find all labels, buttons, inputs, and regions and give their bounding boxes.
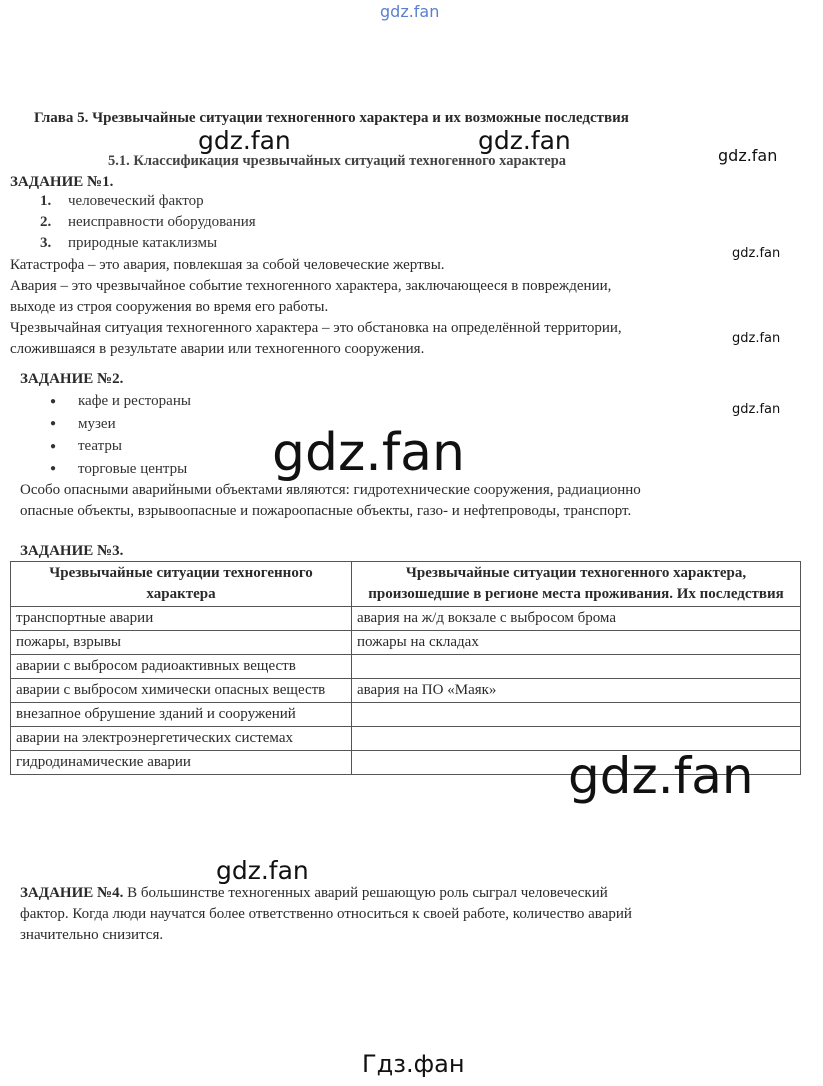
- task2-line: опасные объекты, взрывоопасные и пожароопасные объекты, газо- и нефтепроводы, транспорт.: [20, 503, 632, 519]
- task4-line: фактор. Когда люди научатся более ответственно относиться к своей работе, количество аварий: [20, 906, 632, 922]
- column-header: Чрезвычайные ситуации техногенного характера: [11, 562, 352, 607]
- watermark-b: gdz.fan: [478, 126, 571, 155]
- table-header-row: [11, 562, 801, 607]
- task4-heading: ЗАДАНИЕ №4.: [20, 885, 124, 901]
- table-row: [11, 655, 801, 679]
- watermark-f: gdz.fan: [732, 402, 781, 417]
- section-title: 5.1. Классификация чрезвычайных ситуаций техногенного характера: [108, 153, 567, 169]
- table-cell: пожары на складах: [352, 631, 801, 655]
- table-row: [11, 607, 801, 631]
- task1-list: [40, 191, 256, 254]
- table-row: [11, 679, 801, 703]
- list-item: ● музеи: [50, 415, 116, 432]
- task3-heading: ЗАДАНИЕ №3.: [20, 543, 124, 559]
- watermark-big: gdz.fan: [272, 423, 465, 483]
- table-cell: пожары, взрывы: [11, 631, 352, 655]
- table-cell: [352, 703, 801, 727]
- watermark-a: gdz.fan: [198, 126, 291, 155]
- list-item: 3. природные катаклизмы: [40, 235, 218, 251]
- table-cell: аварии с выбросом радиоактивных веществ: [11, 655, 352, 679]
- list-item: ● театры: [50, 438, 122, 455]
- task1-line: Чрезвычайная ситуация техногенного характера – это обстановка на определённой территории,: [10, 320, 622, 336]
- watermark-top: gdz.fan: [380, 2, 440, 21]
- watermark-e: gdz.fan: [732, 331, 781, 346]
- task2-line: Особо опасными аварийными объектами являются: гидротехнические сооружения, радиационно: [20, 482, 641, 498]
- list-item: 2. неисправности оборудования: [40, 214, 256, 230]
- watermark-d: gdz.fan: [732, 246, 781, 261]
- column-header: Чрезвычайные ситуации техногенного характера, произошедшие в регионе места проживания. Их последствия: [352, 562, 801, 607]
- task4-line: значительно снизится.: [20, 927, 164, 943]
- table-cell: гидродинамические аварии: [11, 751, 352, 775]
- chapter-title: Глава 5. Чрезвычайные ситуации техногенного характера и их возможные последствия: [34, 110, 629, 126]
- watermark-big2: gdz.fan: [568, 747, 754, 805]
- task1-heading: ЗАДАНИЕ №1.: [10, 174, 114, 190]
- task2-heading: ЗАДАНИЕ №2.: [20, 371, 124, 387]
- task2-list: [50, 390, 191, 480]
- table-row: [11, 703, 801, 727]
- task1-line: Авария – это чрезвычайное событие техногенного характера, заключающееся в повреждении,: [10, 278, 612, 294]
- table-cell: [352, 655, 801, 679]
- task1-line: выходе из строя сооружения во время его работы.: [10, 299, 329, 315]
- table-cell: авария на ПО «Маяк»: [352, 679, 801, 703]
- table-cell: транспортные аварии: [11, 607, 352, 631]
- list-item: ● торговые центры: [50, 460, 188, 477]
- task1-line: сложившаяся в результате аварии или техногенного сооружения.: [10, 341, 425, 357]
- watermark-c: gdz.fan: [718, 146, 778, 165]
- table-cell: аварии с выбросом химически опасных веществ: [11, 679, 352, 703]
- task4-line: ЗАДАНИЕ №4. В большинстве техногенных аварий решающую роль сыграл человеческий: [20, 885, 608, 901]
- list-item: ● кафе и рестораны: [50, 393, 191, 409]
- task3-table: [10, 561, 801, 775]
- task1-line: Катастрофа – это авария, повлекшая за собой человеческие жертвы.: [10, 257, 445, 273]
- table-cell: аварии на электроэнергетических системах: [11, 727, 352, 751]
- table-cell: внезапное обрушение зданий и сооружений: [11, 703, 352, 727]
- table-cell: авария на ж/д вокзале с выбросом брома: [352, 607, 801, 631]
- watermark-bottom: Гдз.фан: [362, 1050, 465, 1078]
- list-item: 1. человеческий фактор: [40, 193, 204, 209]
- watermark-g: gdz.fan: [216, 856, 309, 885]
- table-row: [11, 631, 801, 655]
